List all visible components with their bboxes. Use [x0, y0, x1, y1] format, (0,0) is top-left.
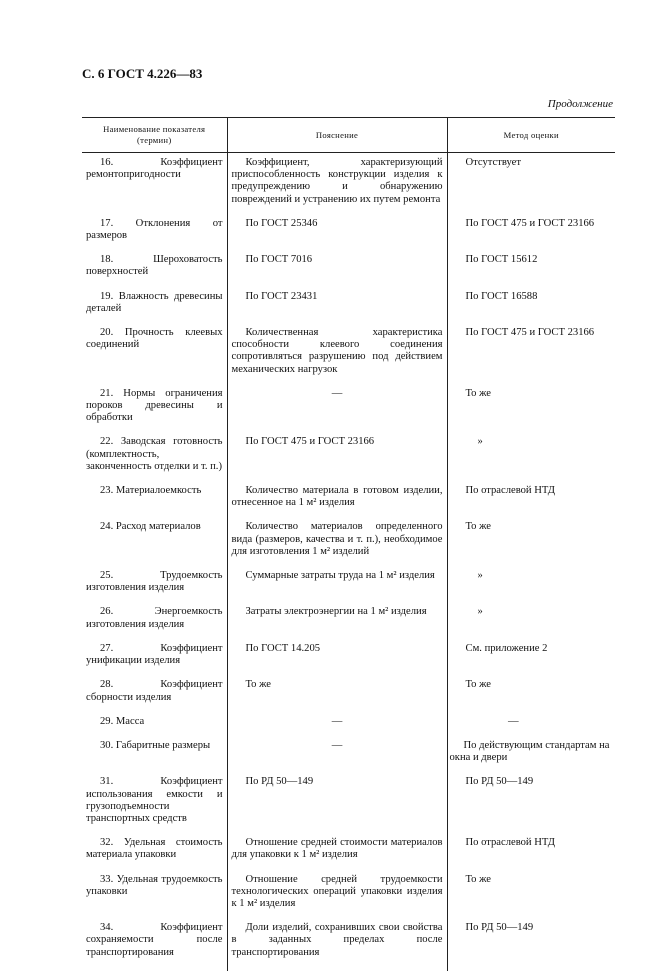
indicators-table: [82, 117, 615, 971]
evaluation-method: То же: [447, 521, 615, 570]
evaluation-method: Отсутствует: [447, 153, 615, 218]
evaluation-method: То же: [447, 388, 615, 437]
table-row: [82, 327, 615, 388]
table-row: [82, 643, 615, 679]
indicator-explanation: По ГОСТ 25346: [227, 218, 447, 254]
indicator-explanation: Количество материала в готовом изделии, отнесенное на 1 м² изделия: [227, 485, 447, 521]
table-row: [82, 218, 615, 254]
table-row: [82, 254, 615, 290]
table-row: [82, 679, 615, 715]
indicator-name: 31. Коэффициент использования емкости и грузоподъемности транспортных средств: [86, 776, 223, 824]
header-method: Метод оценки: [447, 118, 615, 153]
indicator-explanation: По ГОСТ 7016: [227, 254, 447, 290]
continuation-label: Продолжение: [547, 98, 613, 110]
indicator-explanation: Суммарные затраты труда на 1 м² изделия: [227, 570, 447, 606]
indicator-explanation: Отношение средней стоимости материалов для упаковки к 1 м² изделия: [227, 837, 447, 873]
indicator-name: 22. Заводская готовность (комплектность, законченность отделки и т. п.): [86, 436, 223, 472]
evaluation-method: По действующим стандартам на окна и двери: [447, 740, 615, 776]
indicator-explanation: —: [227, 740, 447, 776]
indicator-name: 28. Коэффициент сборности изделия: [86, 679, 223, 703]
header-indicator-name: Наименование показателя (термин): [82, 118, 227, 153]
indicator-explanation: Количественная характеристика способности клеевого соединения сопротивляться разрушению под действием механических нагрузок: [227, 327, 447, 388]
table-row: [82, 837, 615, 873]
page-header: С. 6 ГОСТ 4.226—83: [82, 66, 203, 81]
indicator-name: 24. Расход материалов: [100, 521, 201, 533]
indicator-explanation: По ГОСТ 23431: [227, 291, 447, 327]
table-row: [82, 521, 615, 570]
indicator-explanation: Затраты электроэнергии на 1 м² изделия: [227, 606, 447, 642]
indicator-explanation: То же: [227, 679, 447, 715]
indicator-name: 30. Габаритные размеры: [100, 739, 211, 751]
indicator-explanation: Количество материалов определенного вида (размеров, качества и т. п.), необходимое для изготовления 1 м² изделий: [227, 521, 447, 570]
indicator-explanation: —: [227, 716, 447, 740]
indicator-name: 17. Отклонения от размеров: [86, 217, 223, 242]
indicator-name: 21. Нормы ограничения пороков древесины и обработки: [86, 387, 223, 424]
evaluation-method: По отраслевой НТД: [447, 485, 615, 521]
indicator-name: 23. Материалоемкость: [100, 485, 202, 497]
table-row: [82, 606, 615, 642]
evaluation-method: »: [447, 570, 615, 606]
evaluation-method: По РД 50—149: [447, 922, 615, 971]
indicator-name: 34. Коэффициент сохраняемости после транспортирования: [86, 922, 223, 958]
indicator-explanation: По РД 50—149: [227, 776, 447, 837]
table-row: [82, 740, 615, 776]
evaluation-method: —: [447, 716, 615, 740]
indicator-name: 32. Удельная стоимость материала упаковки: [86, 837, 223, 861]
indicator-name: 16. Коэффициент ремонтопригодности: [86, 157, 223, 181]
indicator-name: 19. Влажность древесины деталей: [86, 290, 223, 314]
indicator-name: 29. Масса: [100, 715, 145, 727]
table-row: [82, 153, 615, 218]
table-row: [82, 776, 615, 837]
evaluation-method: То же: [447, 874, 615, 923]
indicator-explanation: По ГОСТ 475 и ГОСТ 23166: [227, 436, 447, 485]
evaluation-method: »: [447, 436, 615, 485]
header-explanation: Пояснение: [227, 118, 447, 153]
indicator-explanation: Доли изделий, сохранивших свои свойства в заданных пределах после транспортирования: [227, 922, 447, 971]
indicator-name: 25. Трудоемкость изготовления изделия: [86, 570, 223, 594]
evaluation-method: См. приложение 2: [447, 643, 615, 679]
table-row: [82, 485, 615, 521]
evaluation-method: По РД 50—149: [447, 776, 615, 837]
indicator-explanation: Отношение средней трудоемкости технологических операций упаковки изделия к 1 м² изделия: [227, 874, 447, 923]
indicator-name: 33. Удельная трудоемкость упаковки: [86, 873, 223, 897]
table-header: [82, 118, 615, 153]
table-row: [82, 874, 615, 923]
table-row: [82, 436, 615, 485]
indicator-name: 18. Шероховатость поверхностей: [86, 254, 223, 278]
table-row: [82, 291, 615, 327]
indicator-name: 26. Энергоемкость изготовления изделия: [86, 606, 223, 630]
indicator-name: 27. Коэффициент унификации изделия: [86, 642, 223, 667]
evaluation-method: По ГОСТ 16588: [447, 291, 615, 327]
indicator-explanation: —: [227, 388, 447, 437]
table-row: [82, 388, 615, 437]
evaluation-method: По ГОСТ 15612: [447, 254, 615, 290]
evaluation-method: То же: [447, 679, 615, 715]
evaluation-method: По ГОСТ 475 и ГОСТ 23166: [447, 327, 615, 388]
indicator-name: 20. Прочность клеевых соединений: [86, 327, 223, 351]
table-row: [82, 570, 615, 606]
evaluation-method: »: [447, 606, 615, 642]
evaluation-method: По ГОСТ 475 и ГОСТ 23166: [447, 218, 615, 254]
indicator-explanation: По ГОСТ 14.205: [227, 643, 447, 679]
indicator-explanation: Коэффициент, характеризующий приспособленность конструкции изделия к предупреждению и обнаружению повреждений и устранению их путем ремонта: [227, 153, 447, 218]
table-body: [82, 153, 615, 971]
table-row: [82, 716, 615, 740]
table-row: [82, 922, 615, 971]
evaluation-method: По отраслевой НТД: [447, 837, 615, 873]
